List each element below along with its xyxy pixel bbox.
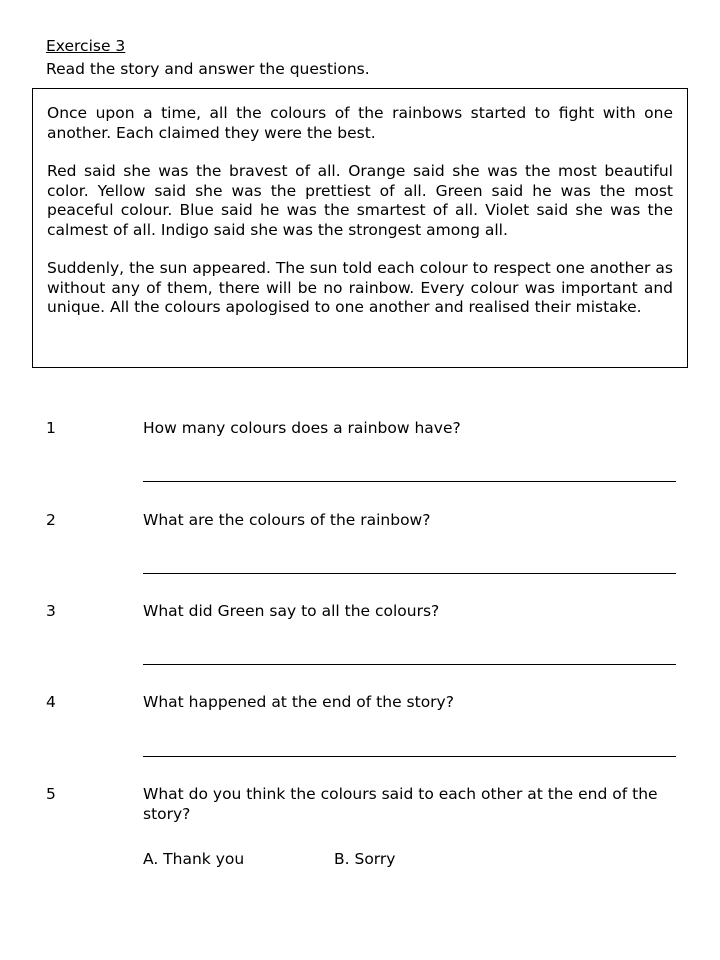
answer-line-1[interactable] xyxy=(143,481,676,482)
question-text: What do you think the colours said to each other at the end of the story? xyxy=(143,785,658,823)
exercise-title: Exercise 3 xyxy=(46,37,126,55)
story-box xyxy=(32,88,688,368)
instructions-text: Read the story and answer the questions. xyxy=(46,60,370,78)
question-number: 3 xyxy=(46,602,56,620)
answer-options xyxy=(143,849,395,869)
story-paragraph: Red said she was the bravest of all. Orange said she was the most beautiful color. Yellow said she was the prettiest of all. Green said he was the most peaceful colour. Blue said he was the smartest of all. Violet said she was the calmest of all. Indigo said she was the strongest among all. xyxy=(47,162,673,239)
question-number: 5 xyxy=(46,785,56,803)
story-paragraph: Suddenly, the sun appeared. The sun told each colour to respect one another as without any of them, there will be no rainbow. Every colour was important and unique. All the colours apologised to one another and realised their mistake. xyxy=(47,259,673,316)
question-text: What happened at the end of the story? xyxy=(143,693,454,711)
answer-line-4[interactable] xyxy=(143,756,676,757)
question-number: 1 xyxy=(46,419,56,437)
option-a[interactable]: A. Thank you xyxy=(143,850,245,868)
question-text: What did Green say to all the colours? xyxy=(143,602,440,620)
story-paragraph: Once upon a time, all the colours of the rainbows started to fight with one another. Each claimed they were the best. xyxy=(47,104,673,142)
question-text: What are the colours of the rainbow? xyxy=(143,511,431,529)
question-text: How many colours does a rainbow have? xyxy=(143,419,461,437)
question-number: 2 xyxy=(46,511,56,529)
answer-line-3[interactable] xyxy=(143,664,676,665)
question-number: 4 xyxy=(46,693,56,711)
option-b[interactable]: B. Sorry xyxy=(334,850,396,868)
answer-line-2[interactable] xyxy=(143,573,676,574)
